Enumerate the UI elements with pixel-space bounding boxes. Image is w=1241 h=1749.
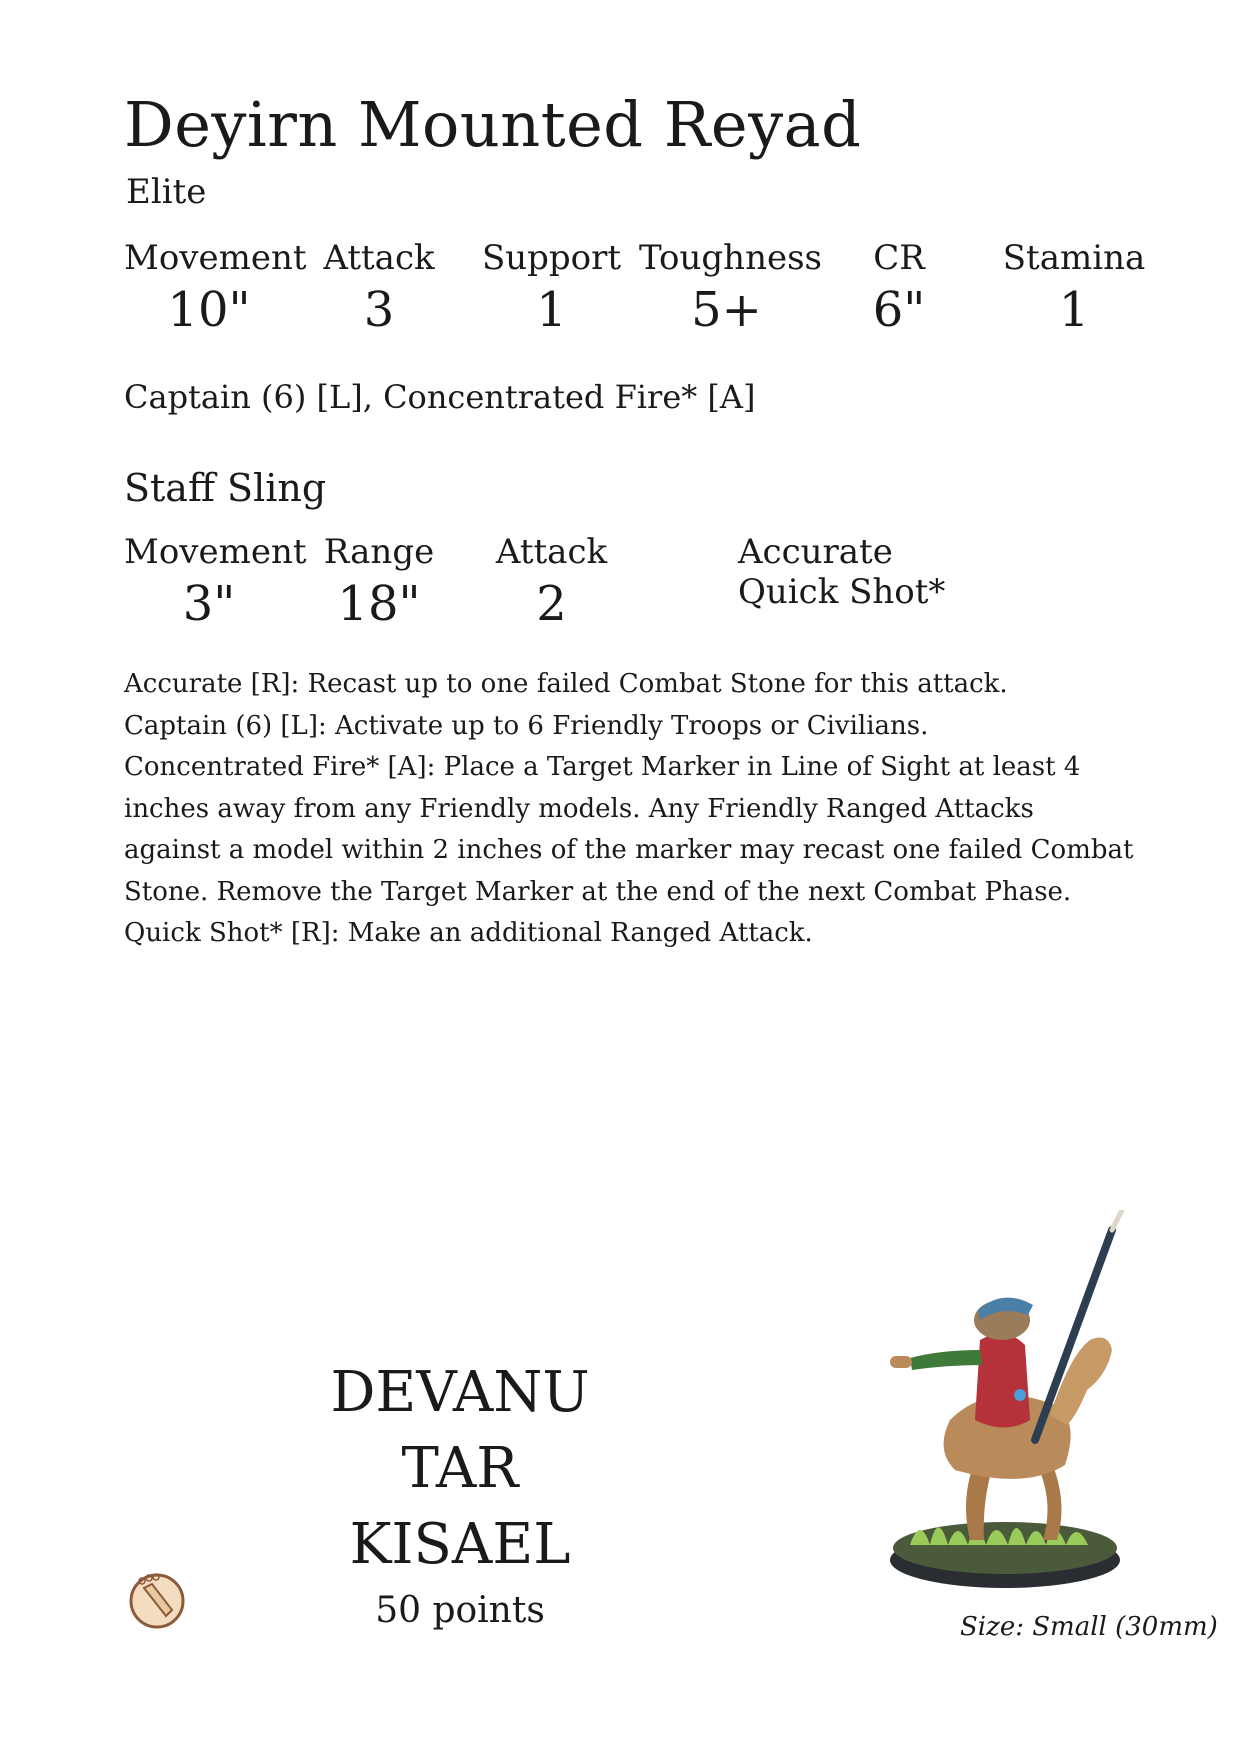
- stat-value: 1: [1058, 282, 1090, 338]
- faction-logo-icon: [126, 1568, 188, 1630]
- stat-toughness: [639, 238, 822, 338]
- stat-value: 3": [182, 576, 236, 632]
- stat-movement: [124, 238, 307, 338]
- character-name-line: TAR: [401, 1436, 519, 1501]
- character-name-line: KISAEL: [349, 1512, 571, 1577]
- stat-label: Movement: [124, 238, 307, 278]
- weapon-trait: Quick Shot*: [738, 572, 946, 612]
- stat-support: [464, 238, 639, 338]
- weapon-trait: Accurate: [738, 532, 893, 572]
- stat-value: 1: [536, 282, 567, 338]
- stat-value: 6": [872, 282, 926, 338]
- stat-label: CR: [873, 238, 925, 278]
- miniature-image: [830, 1210, 1150, 1600]
- unit-rank: Elite: [126, 172, 207, 212]
- stat-label: Attack: [323, 238, 435, 278]
- weapon-stat-movement: [124, 532, 307, 632]
- weapon-stat-attack: [464, 532, 639, 632]
- stat-stamina: [984, 238, 1164, 338]
- rules-text: [124, 664, 1134, 955]
- unit-abilities: Captain (6) [L], Concentrated Fire* [A]: [124, 378, 756, 416]
- stat-label: Attack: [495, 532, 608, 572]
- stat-value: 10": [167, 282, 251, 338]
- stat-label: Support: [481, 238, 622, 278]
- character-name-line: DEVANU: [330, 1360, 590, 1425]
- weapon-stat-range: [294, 532, 464, 632]
- stat-value: 18": [337, 576, 421, 632]
- unit-title: Deyirn Mounted Reyad: [124, 88, 862, 161]
- stat-value: 3: [363, 282, 395, 338]
- stat-label: Stamina: [1002, 238, 1146, 278]
- weapon-name: Staff Sling: [124, 466, 327, 510]
- base-size-note: Size: Small (30mm): [960, 1612, 1218, 1642]
- stat-cr: [814, 238, 984, 338]
- weapon-stat-grid: [124, 532, 639, 632]
- stat-value: 5+: [691, 282, 762, 338]
- rule-concentrated-fire: Concentrated Fire* [A]: Place a Target Marker in Line of Sight at least 4 inches away from any Friendly models. Any Friendly Ranged Attacks against a model within 2 inches of the marker may recast one failed Combat Stone. Remove the Target Marker at the end of the next Combat Phase.: [124, 752, 1134, 907]
- character-name: [280, 1355, 640, 1583]
- rule-accurate: Accurate [R]: Recast up to one failed Combat Stone for this attack.: [124, 669, 1008, 699]
- weapon-traits: [738, 532, 945, 612]
- rule-captain: Captain (6) [L]: Activate up to 6 Friendly Troops or Civilians.: [124, 710, 929, 741]
- stat-label: Toughness: [639, 238, 822, 278]
- stat-value: 2: [536, 576, 567, 632]
- stat-attack: [294, 238, 464, 338]
- unit-stat-grid: [124, 238, 1164, 338]
- stat-label: Range: [323, 532, 435, 572]
- rule-quick-shot: Quick Shot* [R]: Make an additional Ranged Attack.: [124, 918, 813, 948]
- points-cost: 50 points: [375, 1590, 545, 1631]
- stat-label: Movement: [124, 532, 307, 572]
